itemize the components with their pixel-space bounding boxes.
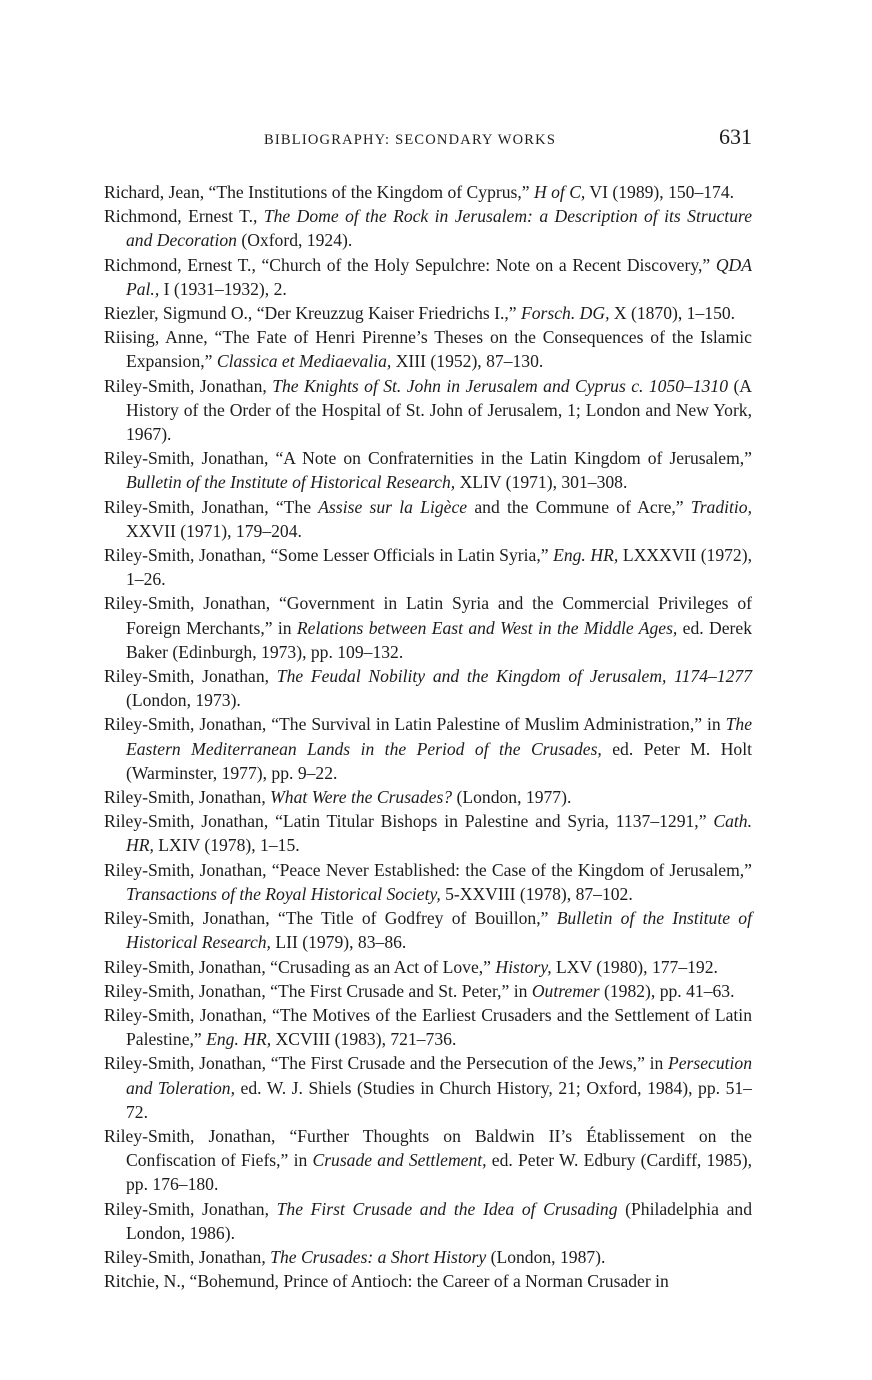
entry-text: X (1870), 1–150.	[609, 303, 736, 324]
entry-title-italic: Bulletin of the Institute of Historical Research,	[126, 472, 456, 493]
entry-title-italic: What Were the Crusades?	[270, 787, 453, 808]
entry-title-italic: Classica et Mediaevalia,	[216, 351, 392, 372]
entry-text: Riley-Smith, Jonathan, “Government in Latin Syria and the Commercial Privileges of Foreign Merchants,” in	[104, 593, 752, 638]
entry-text: Riley-Smith, Jonathan,	[104, 1246, 271, 1267]
entry-text: Riley-Smith, Jonathan, “The Survival in Latin Palestine of Muslim Administration,” in	[104, 714, 726, 735]
entry-text: (London, 1987).	[486, 1246, 606, 1267]
entry-text: Richard, Jean, “The Institutions of the Kingdom of Cyprus,”	[104, 182, 534, 202]
entry-title-italic: Traditio,	[690, 496, 752, 517]
entry-text: XLIV (1971), 301–308.	[455, 472, 628, 493]
entry-text: 5-XXVIII (1978), 87–102.	[440, 883, 633, 904]
entry-text: LXV (1980), 177–192.	[551, 956, 718, 977]
entry-title-italic: Persecution and Toleration,	[126, 1053, 752, 1098]
entry-text: XIII (1952), 87–130.	[391, 351, 544, 372]
entry-title-italic: QDA Pal.,	[126, 254, 752, 299]
running-title: BIBLIOGRAPHY: SECONDARY WORKS	[264, 132, 557, 148]
entry-text: Riley-Smith, Jonathan, “A Note on Confraternities in the Latin Kingdom of Jerusalem,”	[104, 448, 752, 469]
entry-title-italic: Outremer	[531, 980, 600, 1001]
page-number: 631	[719, 124, 752, 149]
entry-text: Riley-Smith, Jonathan, “The Motives of the Earliest Crusaders and the Settlement of Latin Palestine,”	[104, 1004, 752, 1050]
entry-text: Riley-Smith, Jonathan, “Peace Never Established: the Case of the Kingdom of Jerusalem,”	[104, 859, 752, 880]
bibliography-entry	[104, 495, 752, 543]
entry-title-italic: Crusade and Settlement,	[312, 1150, 487, 1171]
entry-text: and the Commune of Acre,”	[467, 496, 691, 517]
entry-title-italic: The First Crusade and the Idea of Crusading	[276, 1198, 618, 1219]
entry-title-italic: History,	[495, 956, 552, 977]
entry-text: Riley-Smith, Jonathan, “Crusading as an Act of Love,”	[104, 956, 496, 977]
entry-text: Riley-Smith, Jonathan, “The First Crusade and the Persecution of the Jews,” in	[104, 1053, 668, 1074]
entry-text: Riley-Smith, Jonathan,	[104, 1198, 277, 1219]
bibliography-entry	[104, 858, 752, 906]
entry-title-italic: Eng. HR,	[553, 545, 619, 566]
entry-text: Riising, Anne, “The Fate of Henri Pirenne’s Theses on the Consequences of the Islamic Expansion,”	[104, 327, 752, 372]
entry-text: (London, 1973).	[126, 690, 241, 711]
entry-text: Richmond, Ernest T.,	[104, 206, 264, 227]
entry-text: Richmond, Ernest T., “Church of the Holy Sepulchre: Note on a Recent Discovery,”	[104, 254, 716, 275]
entry-title-italic: Bulletin of the Institute of Historical Research,	[126, 908, 752, 953]
bibliography-entry	[104, 979, 752, 1003]
entry-title-italic: Cath. HR,	[126, 811, 752, 856]
bibliography-entry	[104, 325, 752, 373]
bibliography-list	[104, 180, 752, 1293]
entry-text: LII (1979), 83–86.	[270, 932, 407, 953]
running-head	[104, 124, 752, 156]
entry-text: (Philadelphia and London, 1986).	[126, 1198, 752, 1243]
entry-text: Riley-Smith, Jonathan, “The Title of Godfrey of Bouillon,”	[104, 908, 557, 929]
entry-text: Riley-Smith, Jonathan,	[104, 666, 277, 687]
entry-title-italic: Forsch. DG,	[521, 303, 610, 324]
entry-text: Ritchie, N., “Bohemund, Prince of Antioch: the Career of a Norman Crusader in	[104, 1271, 669, 1292]
bibliography-entry	[104, 1197, 752, 1245]
entry-text: Riley-Smith, Jonathan, “Latin Titular Bishops in Palestine and Syria, 1137–1291,”	[104, 811, 714, 832]
entry-text: XCVIII (1983), 721–736.	[271, 1029, 457, 1050]
bibliography-entry	[104, 1051, 752, 1124]
entry-title-italic: The Feudal Nobility and the Kingdom of Jerusalem, 1174–1277	[276, 666, 753, 687]
entry-text: XXVII (1971), 179–204.	[126, 520, 302, 541]
entry-text: Riley-Smith, Jonathan,	[104, 787, 271, 808]
entry-text: Riezler, Sigmund O., “Der Kreuzzug Kaiser Friedrichs I.,”	[104, 303, 522, 324]
bibliography-entry	[104, 712, 752, 785]
entry-text: (A History of the Order of the Hospital of St. John of Jerusalem, 1; London and New York, 1967).	[126, 375, 753, 445]
bibliography-entry	[104, 180, 752, 204]
bibliography-entry	[104, 785, 752, 809]
entry-text: Riley-Smith, Jonathan, “The First Crusade and St. Peter,” in	[104, 980, 532, 1001]
entry-text: ed. W. J. Shiels (Studies in Church History, 21; Oxford, 1984), pp. 51–72.	[126, 1077, 752, 1122]
bibliography-entry	[104, 591, 752, 664]
entry-text: Riley-Smith, Jonathan, “The	[104, 496, 319, 517]
bibliography-entry	[104, 1245, 752, 1269]
bibliography-entry	[104, 664, 752, 712]
bibliography-entry	[104, 809, 752, 857]
entry-title-italic: Transactions of the Royal Historical Society,	[126, 883, 441, 904]
bibliography-entry	[104, 253, 752, 301]
bibliography-entry	[104, 204, 752, 252]
bibliography-entry	[104, 955, 752, 979]
bibliography-entry	[104, 1269, 752, 1293]
entry-text: ed. Derek Baker (Edinburgh, 1973), pp. 109–132.	[126, 617, 753, 662]
entry-text: (1982), pp. 41–63.	[599, 980, 735, 1001]
entry-title-italic: Assise sur la Ligèce	[318, 496, 468, 517]
bibliography-entry	[104, 543, 752, 591]
entry-text: ed. Peter W. Edbury (Cardiff, 1985), pp. 176–180.	[126, 1150, 752, 1195]
entry-text: Riley-Smith, Jonathan,	[104, 375, 273, 396]
entry-title-italic: Eng. HR,	[206, 1029, 272, 1050]
bibliography-entry	[104, 374, 752, 447]
entry-text: LXXXVII (1972), 1–26.	[126, 545, 752, 590]
entry-text: (Oxford, 1924).	[236, 230, 353, 251]
bibliography-entry	[104, 1003, 752, 1051]
bibliography-entry	[104, 1124, 752, 1197]
bibliography-entry	[104, 301, 752, 325]
entry-text: Riley-Smith, Jonathan, “Some Lesser Officials in Latin Syria,”	[104, 545, 554, 566]
entry-text: VI (1989), 150–174.	[585, 182, 735, 202]
entry-title-italic: Relations between East and West in the Middle Ages,	[296, 617, 678, 638]
entry-title-italic: The Crusades: a Short History	[270, 1246, 487, 1267]
entry-text: I (1931–1932), 2.	[159, 278, 287, 299]
entry-title-italic: The Dome of the Rock in Jerusalem: a Description of its Structure and Decoration	[126, 206, 752, 251]
entry-text: ed. Peter M. Holt (Warminster, 1977), pp. 9–22.	[126, 738, 752, 783]
entry-title-italic: The Knights of St. John in Jerusalem and Cyprus c. 1050–1310	[272, 375, 729, 396]
entry-title-italic: H of C,	[534, 182, 586, 202]
entry-text: (London, 1977).	[452, 787, 572, 808]
bibliography-entry	[104, 446, 752, 494]
entry-title-italic: The Eastern Mediterranean Lands in the Period of the Crusades,	[126, 714, 752, 759]
entry-text: LXIV (1978), 1–15.	[153, 835, 300, 856]
bibliography-entry	[104, 906, 752, 954]
entry-text: Riley-Smith, Jonathan, “Further Thoughts on Baldwin II’s Établissement on the Confiscation of Fiefs,” in	[104, 1125, 752, 1171]
